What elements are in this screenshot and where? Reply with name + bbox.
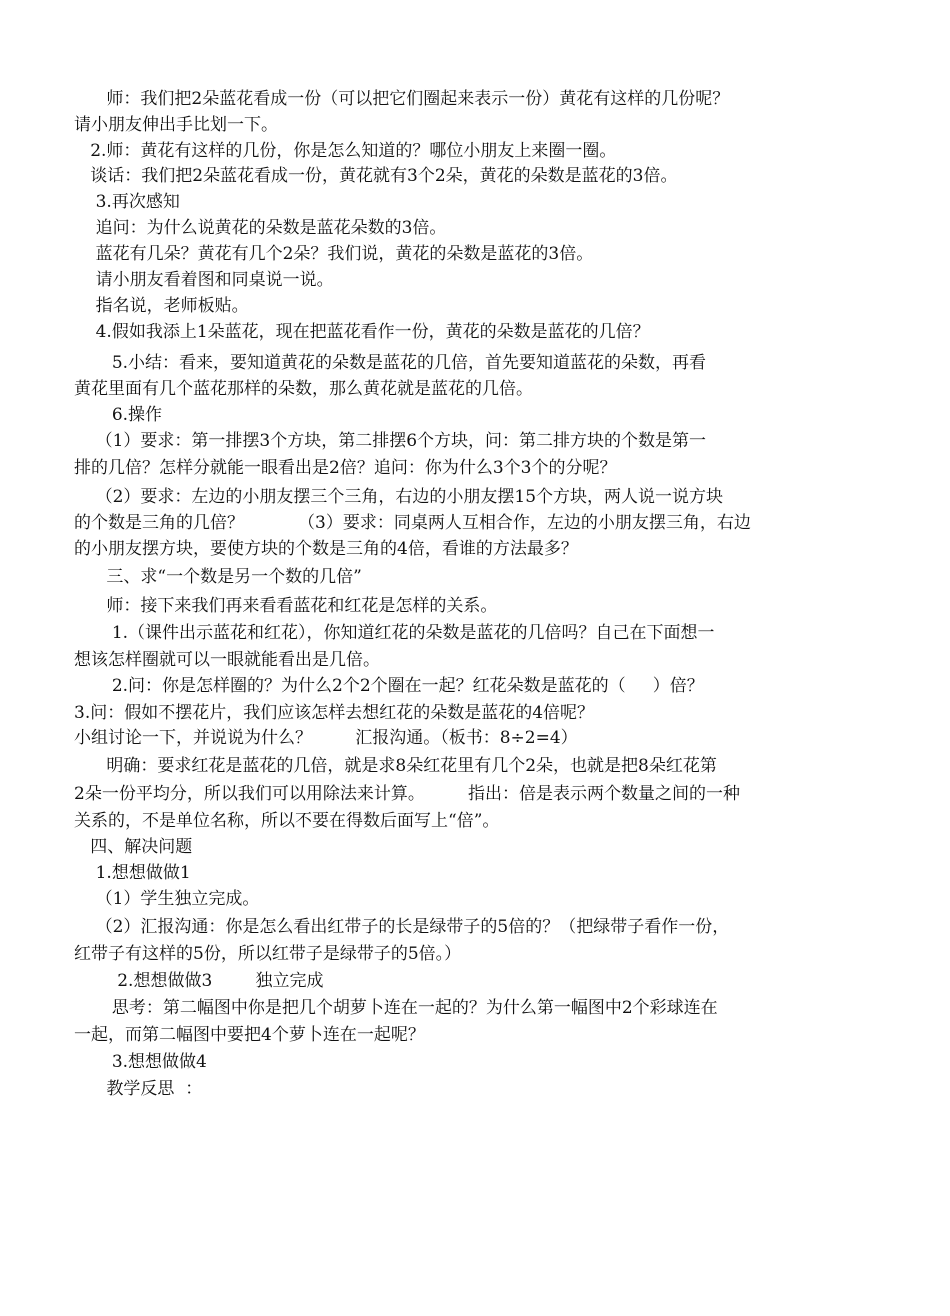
text-line: 3.问：假如不摆花片，我们应该怎样去想红花的朵数是蓝花的4倍呢？ — [74, 703, 595, 723]
text-line: 红带子有这样的5份，所以红带子是绿带子的5倍。） — [74, 944, 462, 964]
section-heading: 三、求“一个数是另一个数的几倍” — [74, 567, 362, 587]
text-line: 想该怎样圈就可以一眼就能看出是几倍。 — [74, 650, 380, 670]
text-line: 黄花里面有几个蓝花那样的朵数，那么黄花就是蓝花的几倍。 — [74, 379, 533, 399]
section-heading: 3.想想做做4 — [74, 1052, 207, 1072]
text-line: （2）汇报沟通：你是怎么看出红带子的长是绿带子的5倍的？（把绿带子看作一份， — [74, 917, 730, 937]
text-line: 谈话：我们把2朵蓝花看成一份，黄花就有3个2朵，黄花的朵数是蓝花的3倍。 — [74, 166, 678, 186]
text-line: 2朵一份平均分，所以我们可以用除法来计算。 指出：倍是表示两个数量之间的一种 — [74, 784, 741, 804]
section-heading: 6.操作 — [74, 405, 163, 425]
text-line: （1）要求：第一排摆3个方块，第二排摆6个方块，问：第二排方块的个数是第一 — [74, 431, 707, 451]
text-line: 1.（课件出示蓝花和红花），你知道红花的朵数是蓝花的几倍吗？自己在下面想一 — [74, 623, 715, 643]
text-line: 蓝花有几朵？黄花有几个2朵？我们说，黄花的朵数是蓝花的3倍。 — [74, 244, 594, 264]
section-heading: 3.再次感知 — [74, 192, 180, 212]
text-line: 一起，而第二幅图中要把4个萝卜连在一起呢？ — [74, 1025, 425, 1045]
section-heading: 教学反思 ： — [74, 1079, 203, 1099]
text-line: 请小朋友伸出手比划一下。 — [74, 115, 278, 135]
text-line: 小组讨论一下，并说说为什么？ 汇报沟通。（板书：8÷2=4） — [74, 728, 578, 748]
text-line: 5.小结：看来，要知道黄花的朵数是蓝花的几倍，首先要知道蓝花的朵数，再看 — [74, 353, 707, 373]
text-line: 明确：要求红花是蓝花的几倍，就是求8朵红花里有几个2朵，也就是把8朵红花第 — [74, 756, 717, 776]
text-line: 请小朋友看着图和同桌说一说。 — [74, 270, 334, 290]
text-line: 的小朋友摆方块，要使方块的个数是三角的4倍，看谁的方法最多？ — [74, 539, 578, 559]
text-line: 指名说，老师板贴。 — [74, 296, 249, 316]
text-line: 师：我们把2朵蓝花看成一份（可以把它们圈起来表示一份）黄花有这样的几份呢？ — [74, 89, 730, 109]
section-heading: 1.想想做做1 — [74, 863, 191, 883]
text-line: 4.假如我添上1朵蓝花，现在把蓝花看作一份，黄花的朵数是蓝花的几倍？ — [74, 322, 650, 342]
text-line: 排的几倍？怎样分就能一眼看出是2倍？追问：你为什么3个3个的分呢？ — [74, 458, 617, 478]
text-line: 思考：第二幅图中你是把几个胡萝卜连在一起的？为什么第一幅图中2个彩球连在 — [74, 998, 718, 1018]
text-line: （1）学生独立完成。 — [74, 889, 260, 909]
text-line: 2.问：你是怎样圈的？为什么2个2个圈在一起？红花朵数是蓝花的（ ）倍？ — [74, 676, 704, 696]
text-line: 的个数是三角的几倍？ （3）要求：同桌两人互相合作，左边的小朋友摆三角，右边 — [74, 513, 751, 533]
text-line: （2）要求：左边的小朋友摆三个三角，右边的小朋友摆15个方块，两人说一说方块 — [74, 487, 724, 507]
text-line: 师：接下来我们再来看看蓝花和红花是怎样的关系。 — [74, 596, 498, 616]
text-line: 2.师：黄花有这样的几份，你是怎么知道的？哪位小朋友上来圈一圈。 — [74, 141, 617, 161]
text-line: 关系的，不是单位名称，所以不要在得数后面写上“倍”。 — [74, 811, 500, 831]
section-heading: 2.想想做做3 独立完成 — [74, 971, 324, 991]
section-heading: 四、解决问题 — [74, 837, 193, 857]
text-line: 追问：为什么说黄花的朵数是蓝花朵数的3倍。 — [74, 218, 447, 238]
